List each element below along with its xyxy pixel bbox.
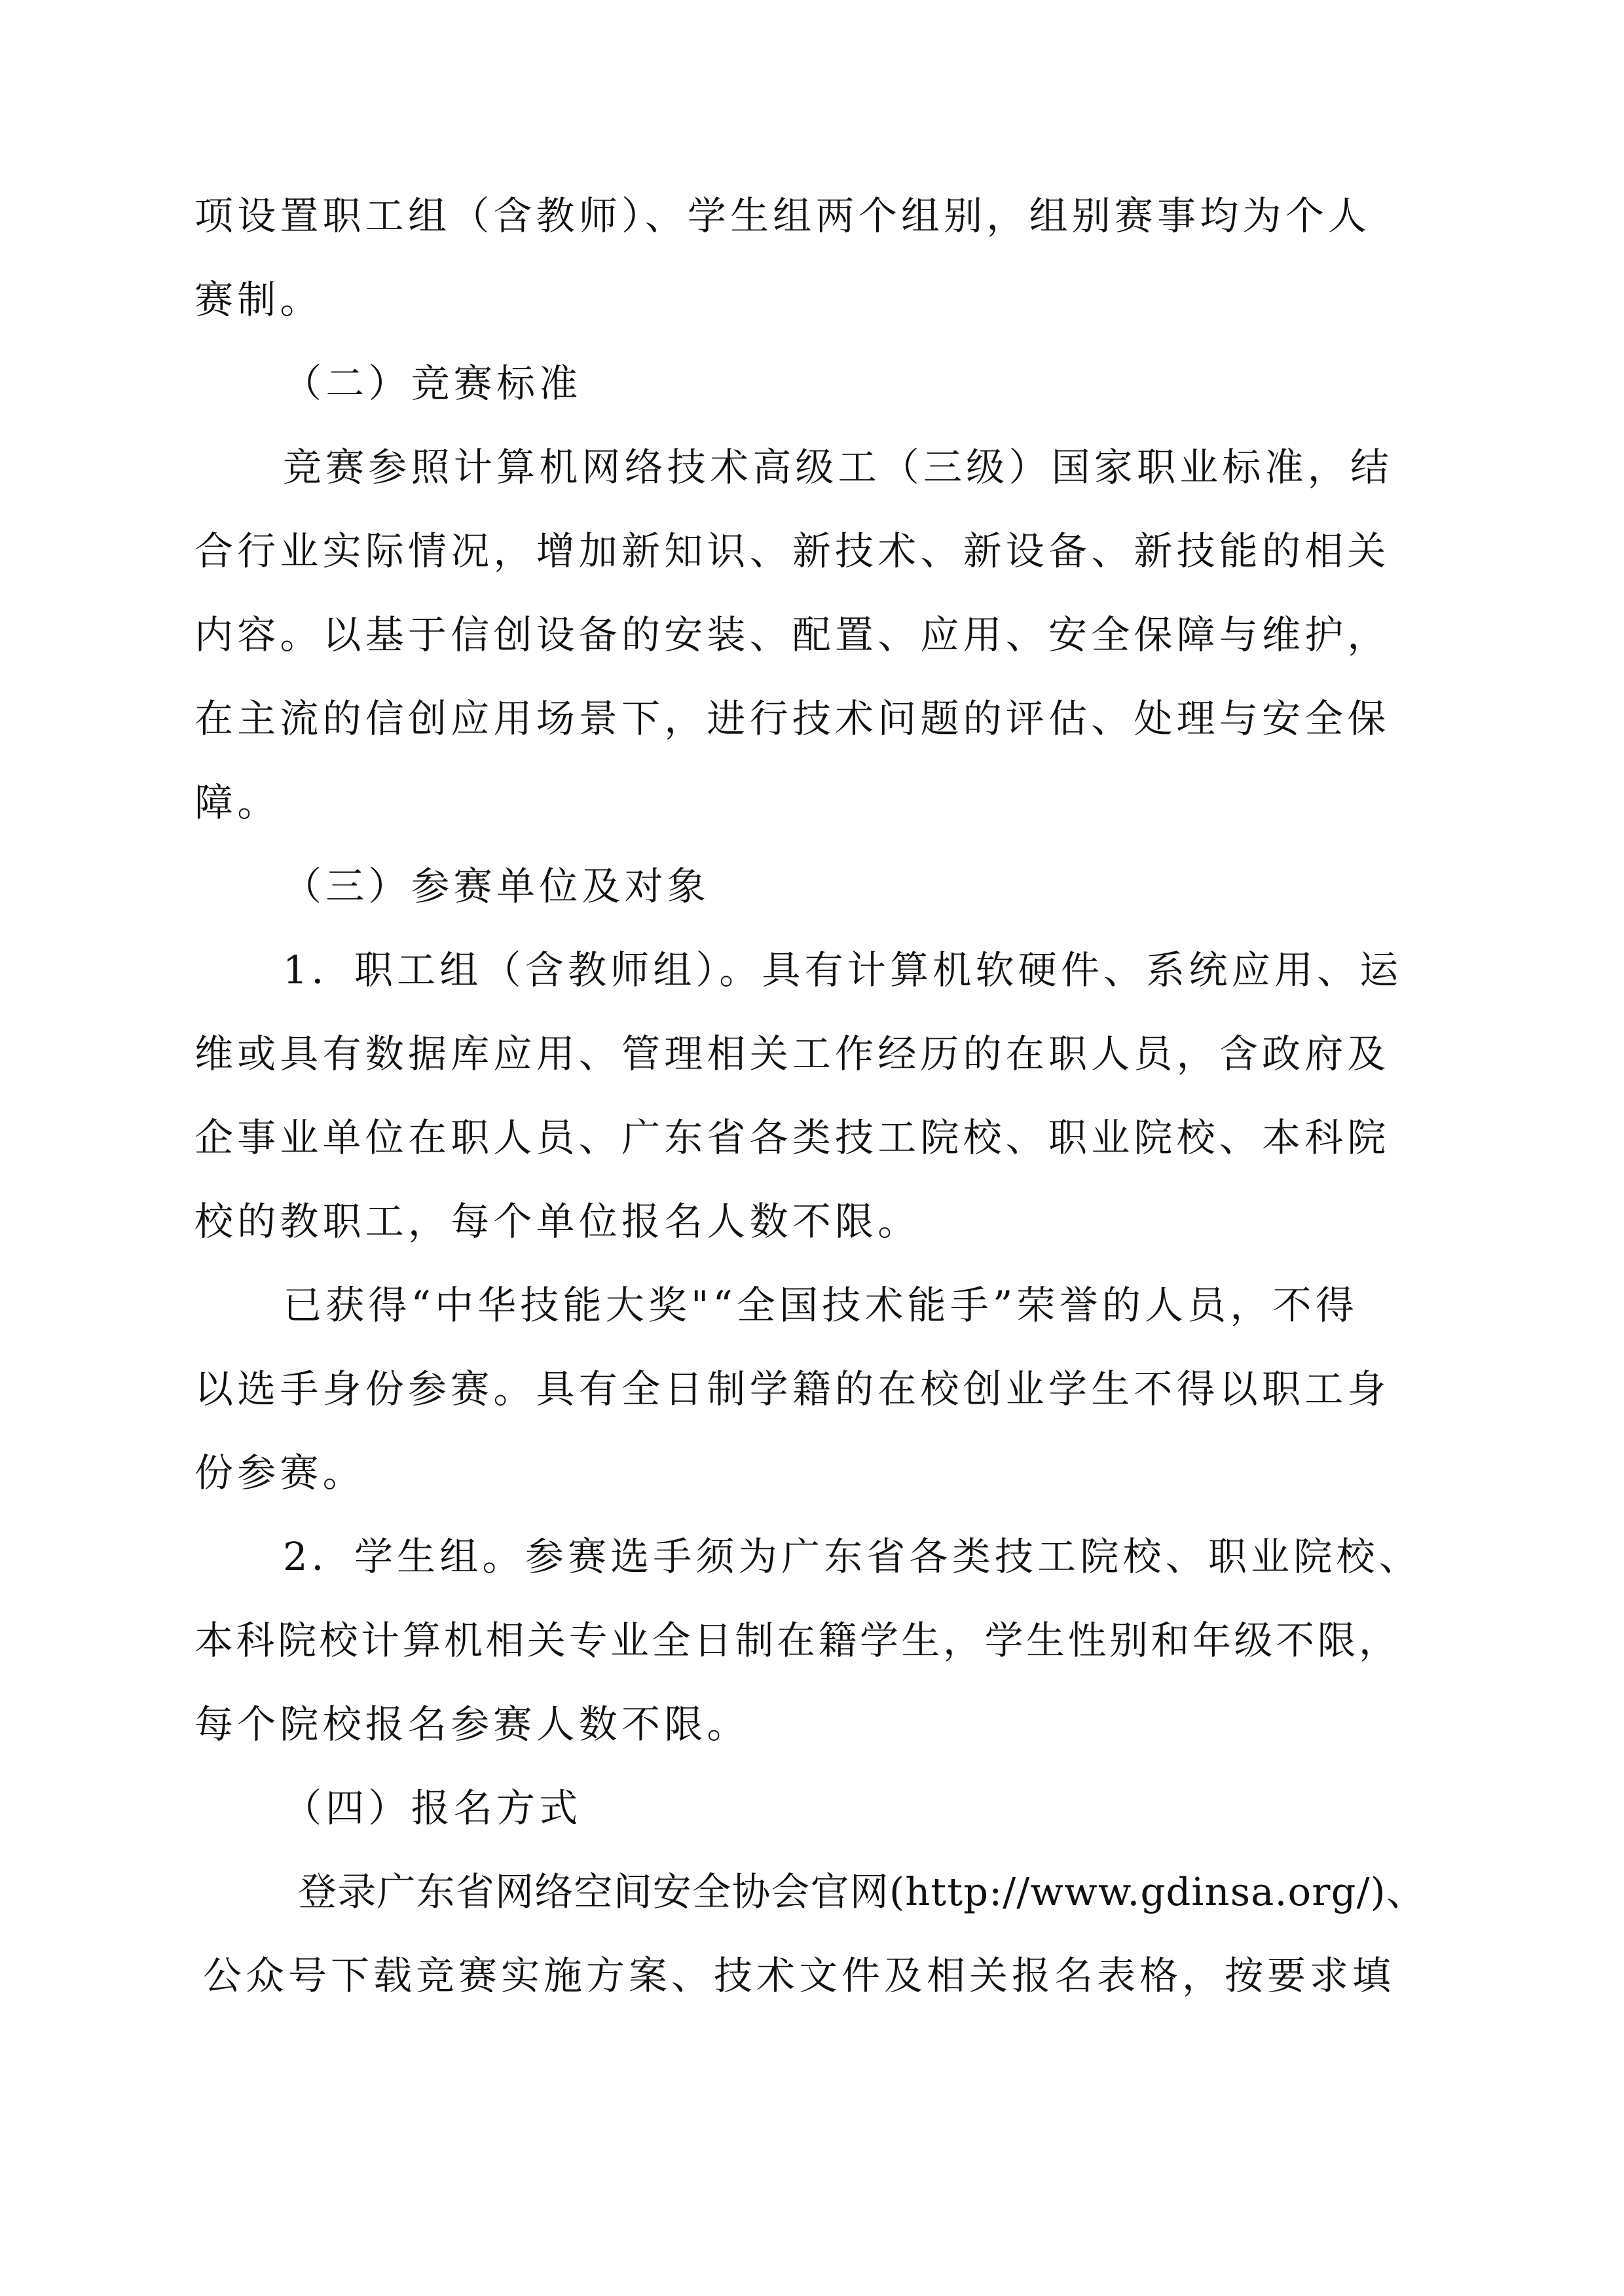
- body-line-1: 项设置职工组（含教师）、学生组两个组别，组别赛事均为个人: [194, 193, 1371, 238]
- section-heading-4: （四）报名方式: [283, 1785, 582, 1831]
- body-line-19: 每个院校报名参赛人数不限。: [194, 1702, 750, 1747]
- body-line-14: 已获得“中华技能大奖"“全国技术能手”荣誉的人员，不得: [283, 1283, 1359, 1328]
- body-line-10: 1．职工组（含教师组）。具有计算机软硬件、系统应用、运: [283, 947, 1403, 993]
- body-line-13: 校的教职工，每个单位报名人数不限。: [194, 1199, 921, 1244]
- body-line-21: 登录广东省网络空间安全协会官网(http://www.gdinsa.org/)、: [298, 1869, 1426, 1914]
- body-line-8: 障。: [194, 780, 280, 825]
- body-line-22: 公众号下载竞赛实施方案、技术文件及相关报名表格，按要求填: [203, 1953, 1395, 1998]
- body-line-11: 维或具有数据库应用、管理相关工作经历的在职人员，含政府及: [194, 1031, 1390, 1076]
- body-line-4: 竞赛参照计算机网络技术高级工（三级）国家职业标准，结: [283, 445, 1393, 490]
- body-line-17: 2．学生组。参赛选手须为广东省各类技工院校、职业院校、: [283, 1534, 1422, 1579]
- body-line-16: 份参赛。: [194, 1450, 365, 1495]
- section-heading-3: （三）参赛单位及对象: [283, 864, 710, 909]
- body-line-12: 企事业单位在职人员、广东省各类技工院校、职业院校、本科院: [194, 1115, 1390, 1160]
- section-heading-2: （二）竞赛标准: [283, 361, 582, 406]
- body-line-15: 以选手身份参赛。具有全日制学籍的在校创业学生不得以职工身: [194, 1366, 1390, 1412]
- body-line-5: 合行业实际情况，增加新知识、新技术、新设备、新技能的相关: [194, 528, 1390, 574]
- body-line-18: 本科院校计算机相关专业全日制在籍学生，学生性别和年级不限，: [194, 1618, 1401, 1663]
- body-line-6: 内容。以基于信创设备的安装、配置、应用、安全保障与维护，: [194, 612, 1390, 657]
- body-line-2: 赛制。: [194, 277, 323, 322]
- body-line-7: 在主流的信创应用场景下，进行技术问题的评估、处理与安全保: [194, 696, 1390, 741]
